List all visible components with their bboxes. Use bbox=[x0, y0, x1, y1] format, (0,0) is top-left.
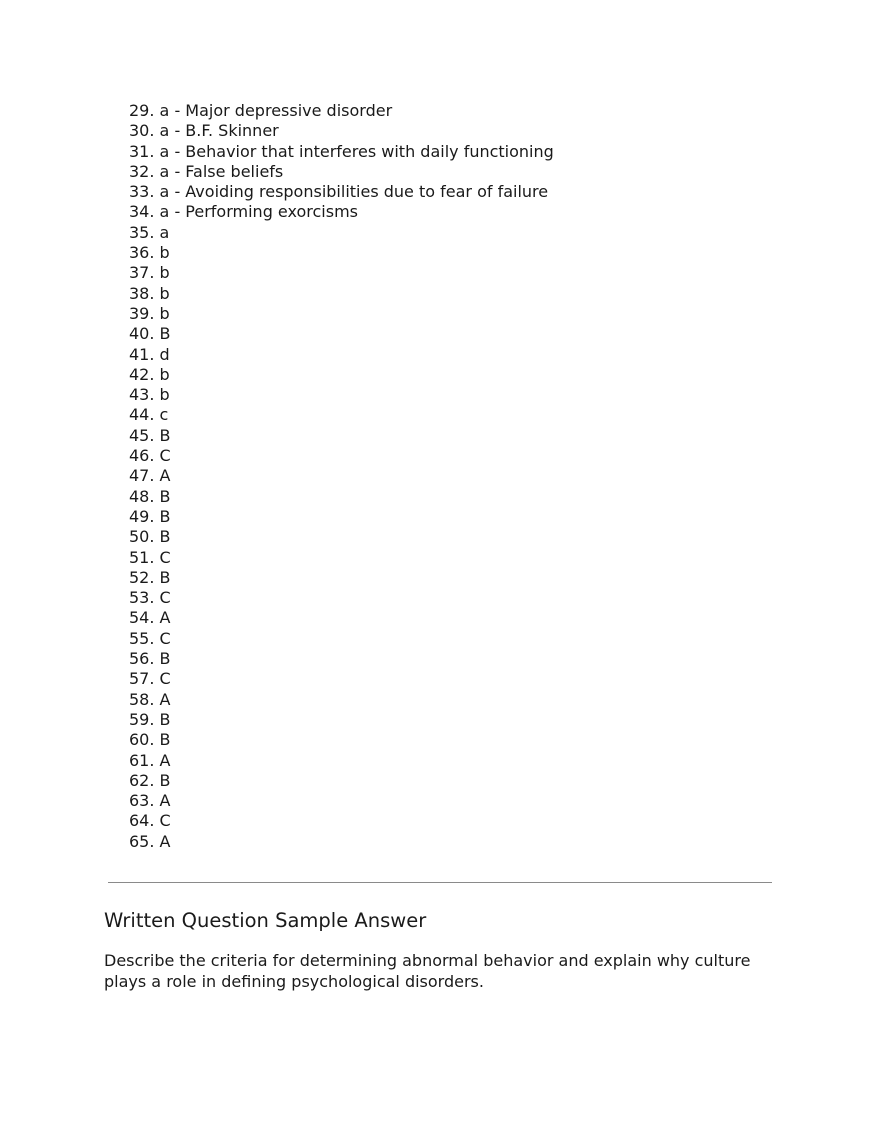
answer-number: 57. bbox=[129, 669, 155, 689]
answer-number: 58. bbox=[129, 689, 155, 709]
answer-text: a - Major depressive disorder bbox=[159, 101, 393, 120]
answer-item bbox=[129, 345, 554, 365]
answer-text: B bbox=[159, 506, 171, 526]
answer-number: 45. bbox=[129, 425, 155, 445]
answer-number: 63. bbox=[129, 791, 155, 811]
answer-number: 51. bbox=[129, 547, 155, 567]
answer-number: 34. bbox=[129, 202, 155, 222]
answer-number: 36. bbox=[129, 243, 155, 263]
answer-text: a - Avoiding responsibilities due to fear of failure bbox=[159, 182, 549, 202]
answer-text: d bbox=[159, 344, 170, 364]
answer-number: 46. bbox=[129, 446, 155, 466]
answer-item bbox=[129, 162, 554, 182]
answer-number: 37. bbox=[129, 263, 155, 283]
answer-item bbox=[129, 710, 554, 730]
answer-text: B bbox=[159, 425, 171, 445]
answer-item bbox=[129, 771, 554, 791]
answer-text: A bbox=[159, 689, 171, 709]
answer-text: a - B.F. Skinner bbox=[159, 121, 279, 141]
answer-item bbox=[129, 588, 554, 608]
answer-item bbox=[129, 182, 554, 202]
answer-number: 35. bbox=[129, 222, 155, 242]
answer-number: 41. bbox=[129, 344, 155, 364]
answer-item bbox=[129, 466, 554, 486]
answer-item bbox=[129, 690, 554, 710]
answer-item bbox=[129, 832, 554, 852]
answer-text: b bbox=[159, 385, 170, 405]
answer-item bbox=[129, 385, 554, 405]
answer-number: 42. bbox=[129, 364, 155, 384]
answer-number: 53. bbox=[129, 588, 155, 608]
answer-text: c bbox=[159, 405, 169, 425]
answer-item bbox=[129, 751, 554, 771]
answer-item bbox=[129, 730, 554, 750]
answer-text: C bbox=[159, 628, 171, 648]
written-question-text: Describe the criteria for determining abnormal behavior and explain why culture plays a role in defining psychological disorders. bbox=[104, 951, 751, 991]
answer-text: A bbox=[159, 608, 171, 628]
answer-number: 50. bbox=[129, 527, 155, 547]
answer-item bbox=[129, 669, 554, 689]
answer-number: 59. bbox=[129, 709, 155, 729]
answer-text: b bbox=[159, 303, 170, 323]
answer-number: 40. bbox=[129, 324, 155, 344]
answer-text: B bbox=[159, 709, 171, 729]
answer-text: B bbox=[159, 770, 171, 790]
answer-number: 38. bbox=[129, 283, 155, 303]
answer-item bbox=[129, 608, 554, 628]
answer-number: 32. bbox=[129, 161, 155, 181]
answer-item bbox=[129, 527, 554, 547]
answer-item bbox=[129, 568, 554, 588]
answer-number: 61. bbox=[129, 750, 155, 770]
answer-item bbox=[129, 405, 554, 425]
answer-number: 47. bbox=[129, 466, 155, 486]
answer-text: a - False beliefs bbox=[159, 161, 284, 181]
answer-number: 43. bbox=[129, 385, 155, 405]
answer-item bbox=[129, 202, 554, 222]
answer-text: C bbox=[159, 811, 171, 831]
answer-number: 33. bbox=[129, 182, 155, 202]
answer-number: 29. bbox=[129, 101, 155, 120]
answer-text: A bbox=[159, 791, 171, 811]
answer-item bbox=[129, 629, 554, 649]
answer-item bbox=[129, 791, 554, 811]
answer-number: 48. bbox=[129, 486, 155, 506]
answer-item bbox=[129, 101, 554, 121]
answer-text: A bbox=[159, 750, 171, 770]
answer-item bbox=[129, 223, 554, 243]
answer-item bbox=[129, 649, 554, 669]
answer-key-list bbox=[129, 101, 554, 852]
answer-number: 44. bbox=[129, 405, 155, 425]
answer-text: a bbox=[159, 222, 170, 242]
answer-number: 56. bbox=[129, 649, 155, 669]
answer-item bbox=[129, 365, 554, 385]
answer-item bbox=[129, 446, 554, 466]
answer-item bbox=[129, 263, 554, 283]
answer-item bbox=[129, 548, 554, 568]
answer-text: B bbox=[159, 730, 171, 750]
answer-text: C bbox=[159, 669, 171, 689]
answer-item bbox=[129, 142, 554, 162]
section-title: Written Question Sample Answer bbox=[104, 909, 427, 932]
answer-text: b bbox=[159, 243, 170, 263]
answer-text: a - Performing exorcisms bbox=[159, 202, 358, 222]
answer-item bbox=[129, 426, 554, 446]
answer-text: C bbox=[159, 547, 171, 567]
answer-number: 60. bbox=[129, 730, 155, 750]
answer-text: B bbox=[159, 486, 171, 506]
answer-number: 30. bbox=[129, 121, 155, 141]
answer-number: 52. bbox=[129, 567, 155, 587]
answer-text: B bbox=[159, 527, 171, 547]
answer-number: 49. bbox=[129, 506, 155, 526]
answer-number: 65. bbox=[129, 831, 155, 851]
answer-number: 39. bbox=[129, 303, 155, 323]
answer-number: 64. bbox=[129, 811, 155, 831]
answer-text: A bbox=[159, 466, 171, 486]
answer-item bbox=[129, 304, 554, 324]
answer-text: C bbox=[159, 446, 171, 466]
section-divider bbox=[108, 882, 772, 883]
answer-number: 31. bbox=[129, 141, 155, 161]
answer-item bbox=[129, 243, 554, 263]
answer-item bbox=[129, 487, 554, 507]
answer-number: 55. bbox=[129, 628, 155, 648]
answer-text: B bbox=[159, 567, 171, 587]
answer-number: 54. bbox=[129, 608, 155, 628]
answer-number: 62. bbox=[129, 770, 155, 790]
answer-item bbox=[129, 324, 554, 344]
answer-item bbox=[129, 284, 554, 304]
answer-text: a - Behavior that interferes with daily functioning bbox=[159, 141, 554, 161]
answer-text: B bbox=[159, 324, 171, 344]
answer-item bbox=[129, 121, 554, 141]
answer-item bbox=[129, 507, 554, 527]
answer-text: C bbox=[159, 588, 171, 608]
answer-item bbox=[129, 811, 554, 831]
answer-text: b bbox=[159, 283, 170, 303]
answer-text: b bbox=[159, 263, 170, 283]
answer-text: A bbox=[159, 831, 171, 851]
answer-text: b bbox=[159, 364, 170, 384]
answer-text: B bbox=[159, 649, 171, 669]
